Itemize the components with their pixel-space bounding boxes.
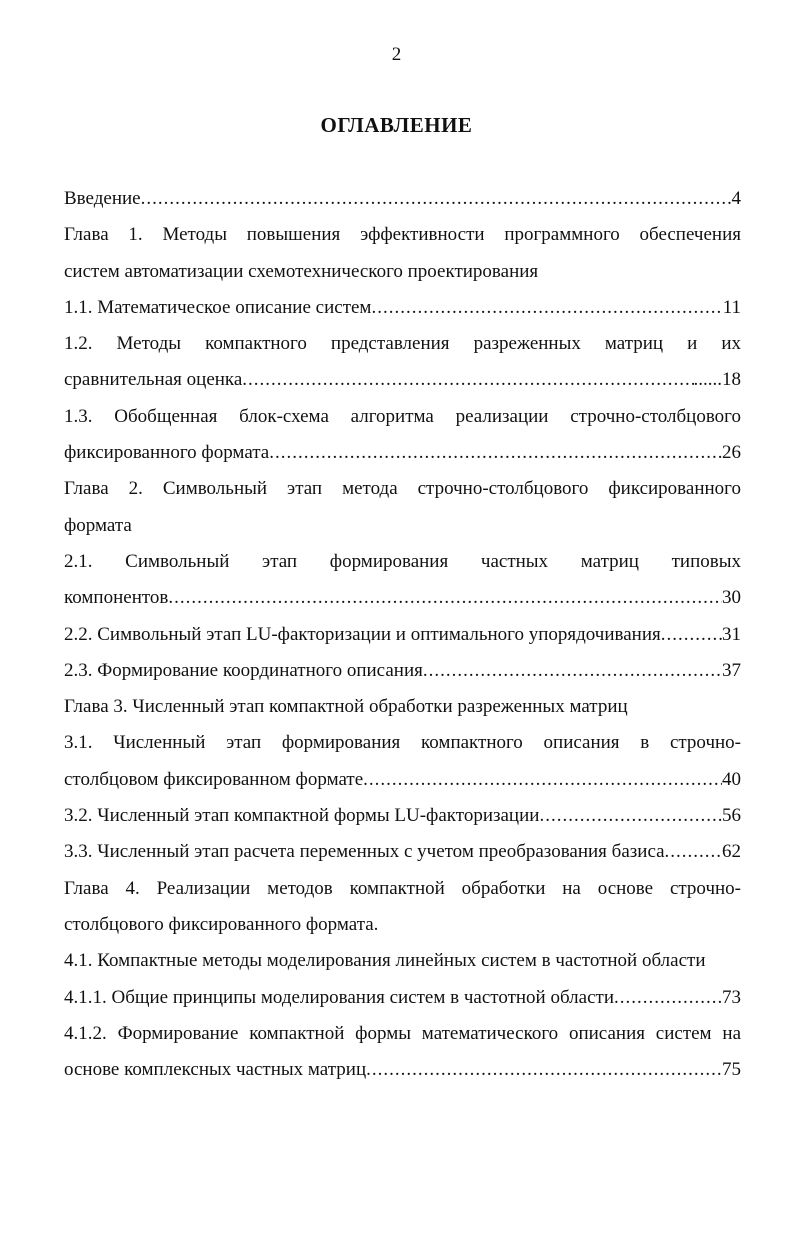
toc-entry-text: 3.2. Численный этап компактной формы LU-факторизации bbox=[64, 805, 540, 827]
toc-chapter-4-line-1[interactable] bbox=[64, 871, 741, 907]
dot-leader bbox=[366, 1052, 722, 1088]
toc-page-number: 4 bbox=[731, 188, 741, 209]
dot-leader bbox=[614, 980, 722, 1016]
toc-heading-text: Глава 3. Численный этап компактной обработки разреженных матриц bbox=[64, 696, 628, 718]
toc-entry-text: 1.3. Обобщенная блок-схема алгоритма реализации строчно-столбцового bbox=[64, 405, 741, 427]
toc-entry-intro[interactable] bbox=[64, 181, 741, 217]
toc-entry-4-1-2-line-1[interactable] bbox=[64, 1016, 741, 1052]
dot-leader bbox=[363, 762, 722, 798]
toc-entry-4-1-1[interactable] bbox=[64, 980, 741, 1016]
dot-leader bbox=[539, 798, 722, 834]
toc-heading-text: Глава 2. Символьный этап метода строчно-столбцового фиксированного bbox=[64, 478, 741, 500]
toc-page-number: 31 bbox=[722, 623, 741, 645]
toc-entry-text: 2.1. Символьный этап формирования частных матриц типовых bbox=[64, 550, 741, 572]
toc-heading-text: Глава 4. Реализации методов компактной обработки на основе строчно- bbox=[64, 877, 741, 899]
toc-chapter-2-line-2[interactable] bbox=[64, 508, 741, 544]
toc-entry-3-3[interactable] bbox=[64, 834, 741, 870]
toc-entry-text: столбцовом фиксированном формате bbox=[64, 768, 364, 790]
toc-entry-text: 4.1.1. Общие принципы моделирования систем в частотной области bbox=[64, 986, 614, 1008]
toc-entry-text: 1.2. Методы компактного представления разреженных матриц и их bbox=[64, 333, 741, 355]
dot-leader bbox=[423, 653, 722, 689]
dot-leader bbox=[141, 181, 732, 217]
dot-leader bbox=[371, 290, 722, 326]
toc-entry-2-1-line-1[interactable] bbox=[64, 544, 741, 580]
toc-entry-text: 1.1. Математическое описание систем bbox=[64, 296, 372, 318]
dot-leader bbox=[661, 617, 722, 653]
toc-chapter-2-line-1[interactable] bbox=[64, 471, 741, 507]
toc-entry-3-1-line-1[interactable] bbox=[64, 725, 741, 761]
toc-entry-1-2-line-2[interactable] bbox=[64, 362, 741, 398]
toc-entry-text: 4.1.2. Формирование компактной формы математического описания систем на bbox=[64, 1022, 741, 1044]
page-title: ОГЛАВЛЕНИЕ bbox=[320, 113, 473, 137]
toc-page-number: 30 bbox=[722, 587, 741, 609]
toc-entry-text: 3.1. Численный этап формирования компактного описания в строчно- bbox=[64, 732, 741, 754]
dot-leader bbox=[168, 580, 722, 616]
toc-entry-2-3[interactable] bbox=[64, 653, 741, 689]
toc-heading-text: Глава 1. Методы повышения эффективности программного обеспечения bbox=[64, 224, 741, 246]
toc-entry-1-3-line-1[interactable] bbox=[64, 399, 741, 435]
toc-entry-3-1-line-2[interactable] bbox=[64, 762, 741, 798]
toc-entry-text: сравнительная оценка bbox=[64, 369, 243, 391]
toc-entry-1-3-line-2[interactable] bbox=[64, 435, 741, 471]
page-number: 2 bbox=[391, 44, 402, 65]
toc-page-number: 56 bbox=[722, 805, 741, 827]
toc-entry-2-2[interactable] bbox=[64, 617, 741, 653]
toc-entry-4-1-2-line-2[interactable] bbox=[64, 1052, 741, 1088]
toc-entry-4-1[interactable] bbox=[64, 943, 741, 979]
toc-page-number: 40 bbox=[722, 768, 741, 790]
toc-entry-text: фиксированного формата bbox=[64, 442, 270, 464]
toc-entry-text: Введение bbox=[64, 188, 141, 209]
toc-page-number: 11 bbox=[722, 296, 741, 318]
toc-entry-1-2-line-1[interactable] bbox=[64, 326, 741, 362]
toc-page-number: 26 bbox=[722, 442, 741, 464]
toc-chapter-1-line-2[interactable] bbox=[64, 254, 741, 290]
toc-page-number: ......18 bbox=[693, 369, 741, 391]
toc-chapter-4-line-2[interactable] bbox=[64, 907, 741, 943]
dot-leader bbox=[269, 435, 722, 471]
toc-entry-text: 2.2. Символьный этап LU-факторизации и оптимального упорядочивания bbox=[64, 623, 661, 645]
toc-page-number: 62 bbox=[722, 841, 741, 863]
toc-chapter-1-line-1[interactable] bbox=[64, 217, 741, 253]
toc-entry-2-1-line-2[interactable] bbox=[64, 580, 741, 616]
toc-entry-text: 4.1. Компактные методы моделирования линейных систем в частотной области bbox=[64, 950, 706, 972]
toc-heading-text: столбцового фиксированного формата. bbox=[64, 913, 379, 935]
toc-page-number: 37 bbox=[722, 659, 741, 681]
toc-chapter-3[interactable] bbox=[64, 689, 741, 725]
toc-heading-text: систем автоматизации схемотехнического проектирования bbox=[64, 260, 539, 282]
dot-leader bbox=[665, 834, 722, 870]
toc-entry-3-2[interactable] bbox=[64, 798, 741, 834]
dot-leader bbox=[242, 362, 693, 398]
toc-entry-text: основе комплексных частных матриц bbox=[64, 1059, 367, 1081]
toc-entry-text: 2.3. Формирование координатного описания bbox=[64, 659, 423, 681]
toc-entry-text: компонентов bbox=[64, 587, 169, 609]
toc-page-number: 75 bbox=[722, 1059, 741, 1081]
toc-page-number: 73 bbox=[722, 986, 741, 1008]
toc-heading-text: формата bbox=[64, 514, 132, 536]
toc-entry-text: 3.3. Численный этап расчета переменных с учетом преобразования базиса bbox=[64, 841, 665, 863]
toc-entry-1-1[interactable] bbox=[64, 290, 741, 326]
table-of-contents bbox=[64, 181, 741, 1088]
